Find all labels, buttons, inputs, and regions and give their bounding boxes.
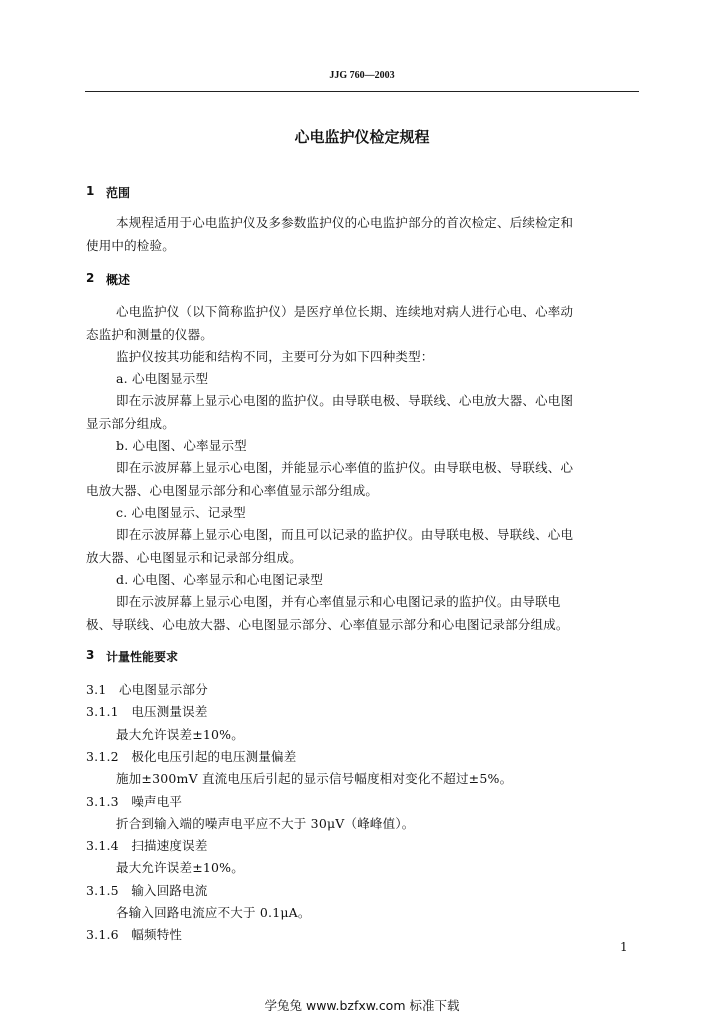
section-2-number: 2 [86,271,95,285]
subsection-3-1-5-text: 各输入回路电流应不大于 0.1μA。 [116,905,311,920]
section-1-number: 1 [86,184,95,198]
subsection-3-1-3-text: 折合到输入端的噪声电平应不大于 30μV（峰峰值）。 [116,816,415,831]
section-3-title: 计量性能要求 [106,650,179,664]
section-2-text-line: 监护仪按其功能和结构不同，主要可分为如下四种类型： [116,349,434,364]
type-d-title: d. 心电图、心率显示和心电图记录型 [116,572,324,587]
section-2-title: 概述 [106,273,131,287]
section-1-title: 范围 [106,186,131,200]
subsection-3-1-5: 3.1.5 输入回路电流 [86,883,208,898]
type-c-text-line: 放大器、心电图显示和记录部分组成。 [86,550,302,565]
page-number: 1 [620,940,628,954]
subsection-3-1-2-text: 施加±300mV 直流电压后引起的显示信号幅度相对变化不超过±5%。 [116,771,513,786]
subsection-3-1-1-text: 最大允许误差±10%。 [116,727,244,742]
type-a-text-line: 即在示波屏幕上显示心电图的监护仪。由导联电极、导联线、心电放大器、心电图 [116,393,574,408]
type-a-text-line: 显示部分组成。 [86,416,175,431]
document-header: JJG 760—2003 [329,70,395,81]
document-title: 心电监护仪检定规程 [294,128,430,146]
subsection-3-1: 3.1 心电图显示部分 [86,682,208,697]
section-2-text-line: 心电监护仪（以下简称监护仪）是医疗单位长期、连续地对病人进行心电、心率动 [116,304,574,319]
subsection-3-1-4-text: 最大允许误差±10%。 [116,860,244,875]
section-2-text-line: 态监护和测量的仪器。 [86,327,214,342]
type-a-title: a. 心电图显示型 [116,371,209,386]
type-d-text-line: 极、导联线、心电放大器、心电图显示部分、心率值显示部分和心电图记录部分组成。 [86,617,569,632]
subsection-3-1-3: 3.1.3 噪声电平 [86,794,183,809]
type-b-title: b. 心电图、心率显示型 [116,438,247,453]
section-1-text-line: 使用中的检验。 [86,238,175,253]
type-c-text-line: 即在示波屏幕上显示心电图，而且可以记录的监护仪。由导联电极、导联线、心电 [116,527,574,542]
section-1-text-line: 本规程适用于心电监护仪及多参数监护仪的心电监护部分的首次检定、后续检定和 [116,215,574,230]
type-b-text-line: 电放大器、心电图显示部分和心率值显示部分组成。 [86,483,379,498]
type-b-text-line: 即在示波屏幕上显示心电图，并能显示心率值的监护仪。由导联电极、导联线、心 [116,460,574,475]
type-d-text-line: 即在示波屏幕上显示心电图，并有心率值显示和心电图记录的监护仪。由导联电 [116,594,561,609]
subsection-3-1-1: 3.1.1 电压测量误差 [86,704,208,719]
subsection-3-1-6: 3.1.6 幅频特性 [86,927,183,942]
subsection-3-1-2: 3.1.2 极化电压引起的电压测量偏差 [86,749,297,764]
subsection-3-1-4: 3.1.4 扫描速度误差 [86,838,208,853]
section-3-number: 3 [86,648,95,662]
footer-watermark: 学兔兔 www.bzfxw.com 标准下载 [264,998,460,1013]
type-c-title: c. 心电图显示、记录型 [116,505,246,520]
header-rule [85,91,639,92]
